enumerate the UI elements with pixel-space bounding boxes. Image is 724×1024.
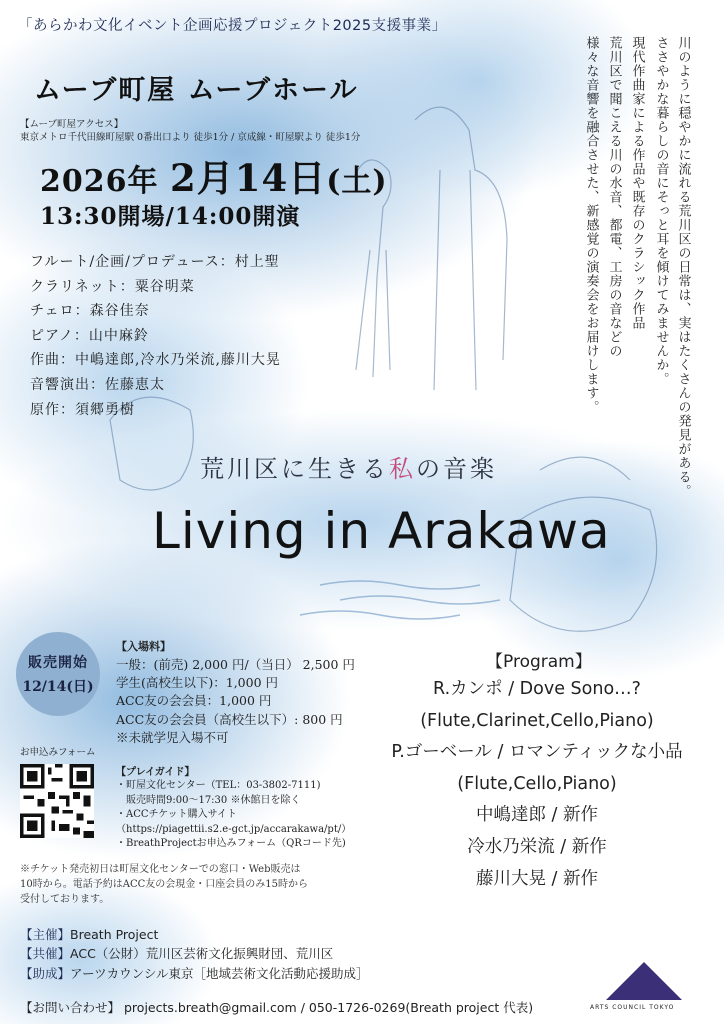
ticket-list	[116, 656, 355, 747]
qr-code-icon[interactable]	[20, 764, 94, 838]
credits-list	[30, 250, 281, 422]
guide-line: ・BreathProjectお申込みフォーム（QRコード先)	[116, 838, 346, 850]
ticket-notes	[20, 862, 308, 907]
credit-line: 作曲：中嶋達郎,冷水乃栄流,藤川大晃	[30, 352, 281, 369]
venue-name: ムーブ町屋 ムーブホール	[34, 75, 359, 106]
guide-line: 販売時間9:00～17:30 ※休館日を除く	[116, 794, 301, 806]
main-title: Living in Arakawa	[152, 502, 611, 560]
ticket-heading: 【入場料】	[116, 640, 171, 653]
guide-line: ・ACCチケット購入サイト	[116, 809, 237, 821]
intro-column-2: ささやかな暮らしの音にそっと耳を傾けてみませんか。	[653, 36, 669, 386]
organizer-host	[20, 925, 369, 944]
contact-value[interactable]: projects.breath@gmail.com / 050-1726-0269(Breath project 代表)	[124, 1000, 534, 1015]
event-date	[40, 148, 388, 202]
ticket-line: 学生(高校生以下)：1,000 円	[116, 675, 279, 691]
subtitle-after: の音楽	[416, 455, 497, 483]
arts-council-logo-text: ARTS COUNCIL TOKYO	[590, 1004, 675, 1011]
program-item: (Flute,Clarinet,Cello,Piano)	[420, 710, 654, 731]
guide-line: ・町屋文化センター（TEL：03-3802-7111)	[116, 780, 321, 791]
note-line: 10時から。電話予約はACC友の会現金・口座会員のみ15時から	[20, 879, 308, 890]
program-item: 中嶋達郎 / 新作	[475, 805, 599, 826]
subtitle-before: 荒川区に生きる	[200, 455, 389, 483]
program-item: (Flute,Cello,Piano)	[457, 773, 617, 794]
play-guide-heading: 【プレイガイド】	[116, 767, 195, 778]
support-value: アーツカウンシル東京［地域芸術文化活動応援助成］	[70, 965, 369, 981]
intro-column-4: 荒川区で聞こえる川の水音、都電、工房の音などの	[606, 36, 622, 358]
organizers	[20, 925, 369, 983]
play-guide-list	[116, 779, 351, 852]
date-day: 14日	[234, 156, 327, 200]
contact-label: 【お問い合わせ】	[20, 1000, 121, 1015]
date-year: 2026年	[40, 164, 159, 199]
program-list	[352, 674, 722, 895]
program-item: 冷水乃栄流 / 新作	[467, 836, 607, 857]
intro-column-5: 様々な音響を融合させた、新感覚の演奏会をお届けします。	[583, 36, 599, 414]
credit-line: クラリネット：粟谷明菜	[30, 278, 195, 295]
credit-line: フルート/企画/プロデュース：村上聖	[30, 254, 280, 270]
note-line: 受付しております。	[20, 894, 110, 905]
application-form-label: お申込みフォーム	[20, 747, 96, 758]
note-line: ※チケット発売初日は町屋文化センターでの窓口・Web販売は	[20, 864, 301, 875]
sale-start-label: 販売開始	[28, 655, 88, 671]
co-host-label: 【共催】	[20, 946, 71, 962]
host-label: 【主催】	[20, 927, 71, 942]
credit-line: ピアノ：山中麻鈴	[30, 327, 149, 344]
ticket-line: ACC友の会会員（高校生以下）: 800 円	[116, 711, 343, 727]
ticket-line: 一般：(前売) 2,000 円/（当日） 2,500 円	[116, 657, 355, 672]
access-info: 東京メトロ千代田線町屋駅 0番出口より 徒歩1分 / 京成線・町屋駅より 徒歩1分	[20, 132, 361, 143]
support-label: 【助成】	[20, 965, 71, 981]
credit-line: チェロ：森谷佳奈	[30, 303, 150, 320]
access-heading: 【ムーブ町屋アクセス】	[20, 119, 124, 130]
title-subtitle	[200, 449, 497, 484]
subtitle-highlight: 私	[389, 455, 416, 483]
intro-column-1: 川のように穏やかに流れる荒川区の日常は、実はたくさんの発見がある。	[675, 36, 691, 498]
program-item: R.カンポ / Dove Sono…?	[433, 679, 641, 699]
credit-line: 音響演出：佐藤恵太	[30, 376, 165, 393]
sale-start-badge	[16, 632, 100, 716]
guide-url[interactable]: （https://piagettii.s2.e-gct.jp/accarakawa/pt/）	[116, 823, 352, 835]
intro-column-3: 現代作曲家による作品や既存のクラシック作品	[629, 36, 645, 330]
ticket-line: ※未就学児入場不可	[116, 729, 229, 745]
host-value: Breath Project	[70, 927, 159, 942]
event-time: 13:30開場/14:00開演	[40, 203, 301, 230]
project-label: 「あらかわ文化イベント企画応援プロジェクト2025支援事業」	[18, 18, 447, 34]
organizer-support	[20, 964, 369, 983]
co-host-value: ACC（公財）荒川区芸術文化振興財団、荒川区	[70, 946, 334, 962]
program-item: 藤川大晃 / 新作	[475, 868, 599, 889]
organizer-co-host	[20, 944, 369, 963]
credit-line: 原作：須郷勇樹	[30, 401, 135, 418]
contact-info	[20, 998, 533, 1016]
sale-start-date: 12/14(日)	[22, 679, 94, 695]
program-item: P.ゴーベール / ロマンティックな小品	[391, 742, 683, 763]
program-heading: 【Program】	[486, 652, 592, 672]
ticket-line: ACC友の会会員：1,000 円	[116, 693, 272, 709]
date-weekday: (土)	[326, 164, 388, 199]
date-month: 2月	[169, 156, 235, 200]
